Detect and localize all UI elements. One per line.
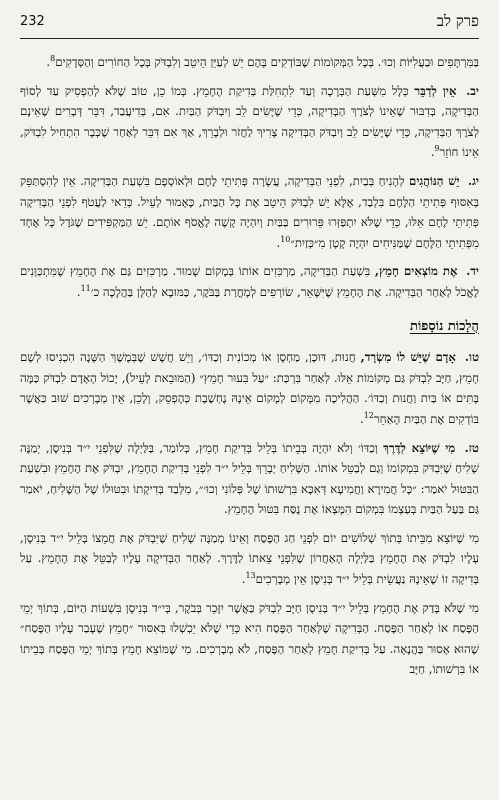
paragraph-text: בִּשְׁעַת הַבְּדִיקָה, מַרְכִּזִים אוֹתוֹ בְּמָקוֹם שָׁמוּר. מַרְכִּזִים גַּם אֶת הֶחָמֵץ שֶׁמִּתְכַּוְּנִים לֶאֱכֹל לְאַחַר הַבְּדִיקָה. אֶת הֶחָמֵץ שֶׁיִּשָּׁאֵר, שׂוֹרְפִים לְמָחֳרַת בַּבֹּקֶר, כַּמּוּבָא לְהַלָּן בַּהֲלָכָה כ׳ <box>20 264 479 299</box>
paragraph-plain-1: מִי שֶׁיּוֹצֵא מִבֵּיתוֹ בְּתוֹךְ שְׁלוֹשִׁים יוֹם לִפְנֵי חַג הַפֶּסַח וְאֵינוֹ מְמַנֶּה שָׁלִיחַ שֶׁיִּבְדֹּק אֶת חֲמֵצוֹ בְּלֵיל י״ד בְּנִיסָן, עָלָיו לִבְדֹּק אֶת הֶחָמֵץ בַּלַּיְלָה הָאַחֲרוֹן שֶׁלִּפְנֵי צֵאתוֹ לַדֶּרֶךְ. לְאַחַר הַבְּדִיקָה עָלָיו לְבַטֵּל אֶת הֶחָמֵץ. עַל בְּדִיקָה זוֹ שֶׁאֵינָהּ נַעֲשֵׂית בְּלֵיל י״ד בְּנִיסָן אֵין מְבָרְכִים$^{13}$. <box>20 530 479 587</box>
paragraph-group-top <box>20 52 479 303</box>
page-header <box>20 12 479 39</box>
footnote-marker: 10 <box>280 234 291 244</box>
paragraph-continued: בַּמִּרְתָּפִים וּבַעֲלִיּוֹת וְכוּ׳. בְּכָל הַמְּקוֹמוֹת שֶׁבּוֹדְקִים בָּהֶם יֵשׁ לְעַיֵּן הֵיטֵב וְלִבְדֹּק בְּכָל הַחוֹרִים וְהַסְּדָקִים$^8$. <box>46 54 479 69</box>
paragraph-lead: אֵין לְדַבֵּר <box>414 83 457 98</box>
page-body <box>20 52 479 792</box>
paragraph-lead: אָדָם שֶׁיֵּשׁ לוֹ מִשְׂרָד, <box>360 350 456 365</box>
paragraph-yd: יד. אֶת מוֹצְאִים חָמֵץ, בִּשְׁעַת הַבְּדִיקָה, מַרְכִּזִים אוֹתוֹ בְּמָקוֹם שָׁמוּר. מַרְכִּזִים גַּם אֶת הֶחָמֵץ שֶׁמִּתְכַּוְּנִים לֶאֱכֹל לְאַחַר הַבְּדִיקָה. אֶת הֶחָמֵץ שֶׁיִּשָּׁאֵר, שׂוֹרְפִים לְמָחֳרַת בַּבֹּקֶר, כַּמּוּבָא לְהַלָּן בַּהֲלָכָה כ׳$^{11}$. <box>20 264 479 299</box>
paragraph-number: טז. <box>464 440 479 455</box>
chapter-title: פרק לב <box>436 12 479 30</box>
paragraph-tv: טו. אָדָם שֶׁיֵּשׁ לוֹ מִשְׂרָד, חֲנוּת, דּוּכָן, מַחְסָן אוֹ מְכוֹנִית וְכַדּוֹ׳, וְיֵשׁ חֲשָׁשׁ שֶׁבְּמֶשֶׁךְ הַשָּׁנָה הִכְנִיסוּ לְשָׁם חָמֵץ, חַיָּב לִבְדֹּק גַּם מְקוֹמוֹת אֵלּוּ. לְאַחַר בִּרְכַּת: ״עַל בִּעוּר חָמֵץ״ (הַמּוּבֵאת לְעֵיל), יָכוֹל הָאָדָם לִבְדֹּק כַּמָּה בָּתִּים אוֹ בַּיִת וַחֲנוּת וְכַדּוֹ׳. הַהֲלִיכָה מִמָּקוֹם לְמָקוֹם אֵינָהּ נֶחְשֶׁבֶת כְּהֶפְסֵק, וְלָכֵן, אֵין מְבָרְכִים שׁוּב כַּאֲשֶׁר בּוֹדְקִים אֶת הַבַּיִת הָאַחֵר$^{12}$. <box>20 350 480 426</box>
paragraph-text: וְכַדּוֹ׳ וְלֹא יִהְיֶה בְּבֵיתוֹ בְּלֵיל בְּדִיקַת חָמֵץ, כְּלוֹמַר, בַּלַּיְלָה שֶׁלִּפְנֵי י״ד בְּנִיסָן, יְמַנֶּה שָׁלִיחַ שֶׁיִּבְדֹּק בִּמְקוֹמוֹ וְגַם לְבַטֵּל אוֹתוֹ. הַשָּׁלִיחַ יְבָרֵךְ בְּלֵיל י״ד לִפְנֵי בְּדִיקַת הֶחָמֵץ, יִבְדֹּק אֶת הֶחָמֵץ וּבִשְׁעַת הַבִּטּוּל יֹאמַר: ״כָּל חֲמִירָא וַחֲמִיעָא דְּאִכָּא בִּרְשׁוּתוֹ שֶׁל פְּלוֹנִי וְכוּ׳״, מִלְּבַד בְּדִיקָתוֹ וּבִטּוּלוֹ שֶׁל הַשָּׁלִיחַ, יֹאמַר גַּם בַּעַל הַבַּיִת בְּעַצְמוֹ בִּמְקוֹם הִמָּצְאוֹ אֶת נֻסַּח בִּטּוּל הֶחָמֵץ. <box>20 440 479 517</box>
paragraph-yb: יב. אֵין לְדַבֵּר כְּלָל מִשְּׁעַת הַבְּרָכָה וְעַד לִתְחִלַּת בְּדִיקַת הֶחָמֵץ. כְּמוֹ כֵן, טוֹב שֶׁלֹּא לְהַפְסִיק עַד לְסוֹף הַבְּדִיקָה, בְּדִבּוּר שֶׁאֵינוֹ לְצֹרֶךְ הַבְּדִיקָה, כְּדֵי שֶׁיָּשִׂים לֵב וְיִבְדֹּק הַבַּיִת. אִם, בְּדִיעֲבַד, דִּבֵּר דְּבָרִים שֶׁאֵינָם לְצֹרֶךְ הַבְּדִיקָה, כְּדֵי שֶׁיָּשִׂים לֵב וְיִבְדֹּק הַבְּדִיקָה צָרִיךְ לַחֲזֹר וּלְבָרֵךְ, אַךְ אִם דִּבֵּר לְאַחַר שֶׁכְּבָר הִתְחִיל לִבְדֹּק, אֵינוֹ חוֹזֵר$^9$. <box>20 83 479 160</box>
footnote-marker: 13 <box>245 571 256 581</box>
paragraph-number: יג. <box>468 173 479 188</box>
footnote-marker: 8 <box>50 54 56 64</box>
paragraph-number: יד. <box>466 264 479 279</box>
paragraph-text: לְהָנִיחַ בְּבַיִת, לִפְנֵי הַבְּדִיקָה, עֲשָׂרָה פְּתִיתֵי לֶחֶם וּלְאוֹסְפָם בִּשְׁעַת הַבְּדִיקָה. אֵין לְהִסְתַּפֵּק בְּאִסּוּף פְּתִיתֵי הַלֶּחֶם בִּלְבַד, אֶלָּא יֵשׁ לִבְדֹּק הֵיטֵב אֶת כָּל הַבַּיִת, כָּאָמוּר לְעֵיל. כְּדֵאי לַעֲטֹף לִפְנֵי הַבְּדִיקָה פְּתִיתֵי לֶחֶם אֵלּוּ, כְּדֵי שֶׁלֹּא יִתְפַּזְּרוּ פֵּרוּרִים בַּבַּיִת וְיִהְיֶה קָשֶׁה לֶאֱסֹף אוֹתָם. יֵשׁ הַמַּקְפִּידִים שֶׁגֹּדֶל כָּל אֶחָד מִפְּתִיתֵי הַלֶּחֶם שֶׁמַּנִּיחִים יִהְיֶה קָטָן מִ״כְּזַיִת״ <box>20 173 479 250</box>
paragraph-plain-2 <box>20 598 479 680</box>
paragraph-text: מִי שֶׁיּוֹצֵא מִבֵּיתוֹ בְּתוֹךְ שְׁלוֹשִׁים יוֹם לִפְנֵי חַג הַפֶּסַח וְאֵינוֹ מְמַנֶּה שָׁלִיחַ שֶׁיִּבְדֹּק אֶת חֲמֵצוֹ בְּלֵיל י״ד בְּנִיסָן, עָלָיו לִבְדֹּק אֶת הֶחָמֵץ בַּלַּיְלָה הָאַחֲרוֹן שֶׁלִּפְנֵי צֵאתוֹ לַדֶּרֶךְ. לְאַחַר הַבְּדִיקָה עָלָיו לְבַטֵּל אֶת הֶחָמֵץ. עַל בְּדִיקָה זוֹ שֶׁאֵינָהּ נַעֲשֵׂית בְּלֵיל י״ד בְּנִיסָן אֵין מְבָרְכִים <box>20 530 479 587</box>
paragraph-text: מִי שֶׁלֹּא בָּדַק אֶת הֶחָמֵץ בְּלֵיל י״ד בְּנִיסָן חַיָּב לִבְדֹּק כַּאֲשֶׁר יִזָּכֵר בְּבֹקֶר, בְּי״ד בְּנִיסָן בִּשְׁעוֹת הַיּוֹם, בְּתוֹךְ יְמֵי הַפֶּסַח אוֹ לְאַחַר הַפֶּסַח. הַבְּדִיקָה שֶׁלְּאַחַר הַפֶּסַח הִיא כְּדֵי שֶׁלֹּא יֵכְשְׁלוּ בְּאִסּוּר ״חָמֵץ שֶׁעָבַר עָלָיו הַפֶּסַח״ שֶׁהוּא אָסוּר בַּהֲנָאָה. עַל בְּדִיקַת חָמֵץ לְאַחַר הַפֶּסַח, לֹא מְבָרְכִים. מִי שֶׁמּוֹצֵא חָמֵץ בְּתוֹךְ יְמֵי הַפֶּסַח בְּבֵיתוֹ אוֹ בִּרְשׁוּתוֹ, חַיָּב <box>20 600 479 677</box>
paragraph-tz <box>20 438 479 520</box>
paragraph-text: בַּמִּרְתָּפִים וּבַעֲלִיּוֹת וְכוּ׳. בְּכָל הַמְּקוֹמוֹת שֶׁבּוֹדְקִים בָּהֶם יֵשׁ לְעַיֵּן הֵיטֵב וְלִבְדֹּק בְּכָל הַחוֹרִים וְהַסְּדָקִים <box>55 55 479 69</box>
paragraph-number: יב. <box>466 83 479 98</box>
paragraph-number: טו. <box>464 350 480 365</box>
footnote-marker: 11 <box>80 284 91 294</box>
paragraph-lead: יֵשׁ הַנּוֹהֲגִים <box>409 173 460 188</box>
page-number: 232 <box>20 14 45 29</box>
paragraph-group-bottom <box>20 347 479 680</box>
section-heading: הֲלָכוֹת נוֹסָפוֹת <box>410 318 479 334</box>
footnote-marker: 12 <box>363 411 374 421</box>
paragraph-lead: אֶת מוֹצְאִים חָמֵץ, <box>374 264 458 279</box>
footnote-marker: 9 <box>434 144 440 154</box>
paragraph-lead: מִי שֶׁיּוֹצֵא לַדֶּרֶךְ <box>383 440 456 455</box>
paragraph-text: חֲנוּת, דּוּכָן, מַחְסָן אוֹ מְכוֹנִית וְכַדּוֹ׳, וְיֵשׁ חֲשָׁשׁ שֶׁבְּמֶשֶׁךְ הַשָּׁנָה הִכְנִיסוּ לְשָׁם חָמֵץ, חַיָּב לִבְדֹּק גַּם מְקוֹמוֹת אֵלּוּ. לְאַחַר בִּרְכַּת: ״עַל בִּעוּר חָמֵץ״ (הַמּוּבֵאת לְעֵיל), יָכוֹל הָאָדָם לִבְדֹּק כַּמָּה בָּתִּים אוֹ בַּיִת וַחֲנוּת וְכַדּוֹ׳. הַהֲלִיכָה מִמָּקוֹם לְמָקוֹם אֵינָהּ נֶחְשֶׁבֶת כְּהֶפְסֵק, וְלָכֵן, אֵין מְבָרְכִים שׁוּב כַּאֲשֶׁר בּוֹדְקִים אֶת הַבַּיִת הָאַחֵר <box>20 350 479 426</box>
paragraph-yg: יג. יֵשׁ הַנּוֹהֲגִים לְהָנִיחַ בְּבַיִת, לִפְנֵי הַבְּדִיקָה, עֲשָׂרָה פְּתִיתֵי לֶחֶם וּלְאוֹסְפָם בִּשְׁעַת הַבְּדִיקָה. אֵין לְהִסְתַּפֵּק בְּאִסּוּף פְּתִיתֵי הַלֶּחֶם בִּלְבַד, אֶלָּא יֵשׁ לִבְדֹּק הֵיטֵב אֶת כָּל הַבַּיִת, כָּאָמוּר לְעֵיל. כְּדֵאי לַעֲטֹף לִפְנֵי הַבְּדִיקָה פְּתִיתֵי לֶחֶם אֵלּוּ, כְּדֵי שֶׁלֹּא יִתְפַּזְּרוּ פֵּרוּרִים בַּבַּיִת וְיִהְיֶה קָשֶׁה לֶאֱסֹף אוֹתָם. יֵשׁ הַמַּקְפִּידִים שֶׁגֹּדֶל כָּל אֶחָד מִפְּתִיתֵי הַלֶּחֶם שֶׁמַּנִּיחִים יִהְיֶה קָטָן מִ״כְּזַיִת״$^{10}$. <box>20 173 479 250</box>
paragraph-text: כְּלָל מִשְּׁעַת הַבְּרָכָה וְעַד לִתְחִלַּת בְּדִיקַת הֶחָמֵץ. כְּמוֹ כֵן, טוֹב שֶׁלֹּא לְהַפְסִיק עַד לְסוֹף הַבְּדִיקָה, בְּדִבּוּר שֶׁאֵינוֹ לְצֹרֶךְ הַבְּדִיקָה, כְּדֵי שֶׁיָּשִׂים לֵב וְיִבְדֹּק הַבַּיִת. אִם, בְּדִיעֲבַד, דִּבֵּר דְּבָרִים שֶׁאֵינָם לְצֹרֶךְ הַבְּדִיקָה, כְּדֵי שֶׁיָּשִׂים לֵב וְיִבְדֹּק הַבְּדִיקָה צָרִיךְ לַחֲזֹר וּלְבָרֵךְ, אַךְ אִם דִּבֵּר לְאַחַר שֶׁכְּבָר הִתְחִיל לִבְדֹּק, אֵינוֹ חוֹזֵר <box>20 83 479 160</box>
